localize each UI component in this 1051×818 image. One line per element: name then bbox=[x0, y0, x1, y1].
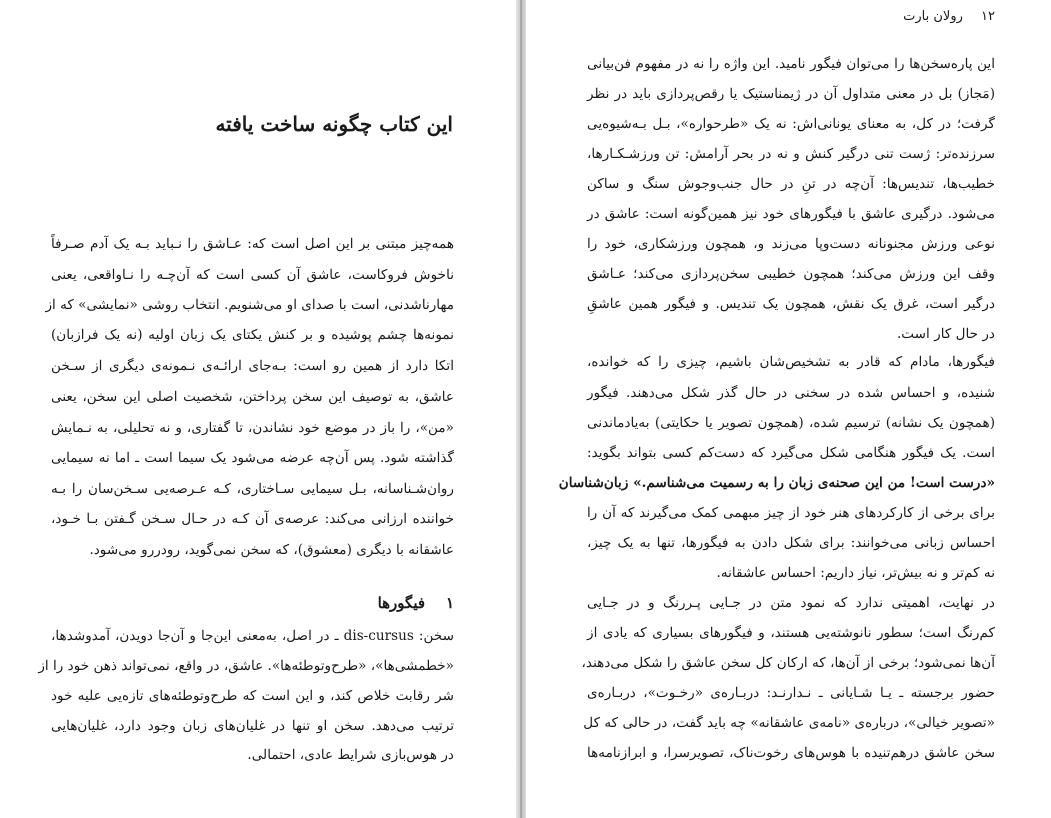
text-line: آن‌ها نمی‌شود؛ برخی از آن‌ها، که ارکان کل سخن عاشق را شکل می‌دهند، bbox=[581, 655, 995, 671]
text-line: نمونه‌ها چشم پوشیده و بر کنش یکتای یک زبان اولیه (نه یک فرازبان) bbox=[51, 327, 454, 343]
text-line: شنیده، و احساس شده در سخنی در حال گذر شکل می‌دهند. فیگور bbox=[587, 385, 995, 401]
text-line: نوعی ورزش مجنونانه دست‌وپا می‌زند و، همچون ورزشکاری، خود را bbox=[587, 236, 995, 252]
text-line: می‌شود. درگیری عاشق با فیگورهای خود نیز همین‌گونه است: عاشق در bbox=[587, 206, 995, 222]
text-line: احساس زبانی می‌خوانند: برای شکل دادن به فیگورها، تنها به یک چیز، bbox=[587, 535, 995, 551]
text-line: عاشق، به توصیف این سخن پرداختن، شخصیت اصلی این سخن، یعنی bbox=[51, 389, 454, 405]
left-page bbox=[0, 0, 516, 818]
text-line: اتکا دارد از همین رو است: بـه‌جای ارائـه‌ی نـمونه‌ی دیگری از سـخن bbox=[51, 358, 454, 374]
text-line: ترتیب می‌دهد. سخن او تنها در غلیان‌های زبان وجود دارد، غلیان‌هایی bbox=[51, 718, 454, 734]
text-line: برای برخی از کارکردهای هنر خود از چیز مبهمی کمک می‌گیرند که آن را bbox=[587, 505, 995, 521]
text-line: کم‌رنگ است؛ سطور نانوشته‌یی هستند، و فیگورهای بسیاری که یادی از bbox=[587, 625, 995, 641]
page-number: ۱۲ bbox=[981, 9, 995, 24]
text-line: همه‌چیز مبتنی بر این اصل است که: عـاشق را نـباید بـه یک آدم صـرفاً bbox=[51, 236, 454, 252]
text-line: «درست است! من این صحنه‌ی زبان را به رسمیت می‌شناسم.» زبان‌شناسان bbox=[558, 475, 995, 491]
text-line: در حال کار است. bbox=[896, 326, 995, 342]
text-line: ناخوش فروکاست، عاشق آن کسی است که آن‌چـه را نـاواقعی، یعنی bbox=[51, 267, 454, 283]
text-line: در هوس‌بازی شرایط عادی، احتمالی. bbox=[247, 747, 454, 763]
text-line: «من»، را باز در موضع خود نشاندن، تا گفتاری، و نه تحلیلی، به نـمایش bbox=[51, 420, 454, 436]
text-line: «خطمشی‌ها»، «طرح‌وتوطئه‌ها». عاشق، در واقع، نمی‌تواند ذهن خود را از bbox=[38, 658, 454, 674]
section-heading bbox=[378, 594, 454, 612]
text-line: «تصویر خیالی»، درباره‌ی «نامه‌ی عاشقانه» چه باید گفت، در حالی که کل bbox=[583, 715, 995, 731]
section-number: ۱ bbox=[445, 594, 454, 612]
text-line: سخن: dis-cursus ـ در اصل، به‌معنی این‌جا و آن‌جا دویدن، آمدوشدها، bbox=[51, 628, 455, 644]
text-line: گذاشته شود. پس آن‌چه عرضه می‌شود یک سیما است ـ اما نه سیمایی bbox=[51, 450, 454, 466]
text-line: فیگورها، مادام که قادر به تشخیص‌شان باشیم، چیزی را که خوانده، bbox=[587, 354, 995, 370]
text-line: سرزنده‌تر: ژست تنی درگیر کنش و نه در بحر آرامش: تن ورزشـکـارها، bbox=[587, 146, 995, 162]
text-line: در نهایت، اهمیتی ندارد که نمود متن در جـایی پـررنگ و در جـایی bbox=[587, 595, 995, 611]
text-line: روان‌شـناسانه، بـل سیمایی سـاختاری، کـه عـرصه‌یی سـخن‌سان را بـه bbox=[51, 481, 454, 497]
text-line: نه کم‌تر و نه بیش‌تر، نیاز داریم: احساس عاشقانه. bbox=[716, 565, 995, 581]
text-line: (همچون یک نشانه) ترسیم شده، (همچون تصویر یا حکایتی) به‌یادماندنی bbox=[587, 415, 995, 431]
text-line: خواننده ارزانی می‌کند: عرصه‌ی آن کـه در حـال سـخن گـفتن بـا خـود، bbox=[51, 511, 454, 527]
text-line: درگیر است، غرق یک نقش، همچون یک تندیس. و فیگور همین عاشقِ bbox=[587, 296, 995, 312]
text-line: وقف این ورزش می‌کند؛ همچون خطیبی سخن‌پردازی می‌کند؛ عـاشق bbox=[587, 266, 995, 282]
chapter-title: این کتاب چگونه ساخت یافته bbox=[215, 112, 453, 136]
gutter-divider bbox=[520, 0, 522, 818]
text-line: مهارناشدنی، است با صدای او می‌شنویم. انتخاب روشی «نمایشی» که از bbox=[45, 297, 454, 313]
text-line: سخن عاشق درهم‌تنیده با هوس‌های رخوت‌ناک، تصویرسرا، و ابرازنامه‌ها bbox=[587, 745, 995, 761]
text-line: شر رقابت خلاص کند، و این است که طرح‌وتوطئه‌های تازه‌یی علیه خود bbox=[51, 688, 454, 704]
running-head-author: رولان بارت bbox=[903, 9, 963, 24]
text-line: خطیب‌ها، تندیس‌ها: آن‌چه در تنِ در حال جنب‌وجوش سنگ و ساکن bbox=[587, 176, 995, 192]
text-line: (مَجاز) بل در معنی متداول آن در ژیمناستیک یا رقص‌پردازی باید در نظر bbox=[587, 86, 995, 102]
running-head bbox=[903, 9, 995, 24]
text-line: گرفت؛ در کل، به معنای یونانی‌اش: نه یک «طرحواره»، بـل بـه‌شیوه‌یی bbox=[587, 116, 995, 132]
text-line: حضور برجسته ـ یـا شـایانی ـ نـدارنـد: دربـاره‌ی «رخـوت»، دربـاره‌ی bbox=[587, 685, 995, 701]
text-line: عاشقانه با دیگری (معشوق)، که سخن نمی‌گوید، رودررو می‌شود. bbox=[89, 542, 454, 558]
text-line: این پاره‌سخن‌ها را می‌توان فیگور نامید. این واژه را نه در مفهوم فن‌بیانی bbox=[587, 56, 995, 72]
text-line: است. یک فیگور هنگامی شکل می‌گیرد که دست‌کم کسی بتواند بگوید: bbox=[587, 445, 995, 461]
right-page bbox=[526, 0, 1051, 818]
section-title: فیگورها bbox=[377, 594, 426, 612]
